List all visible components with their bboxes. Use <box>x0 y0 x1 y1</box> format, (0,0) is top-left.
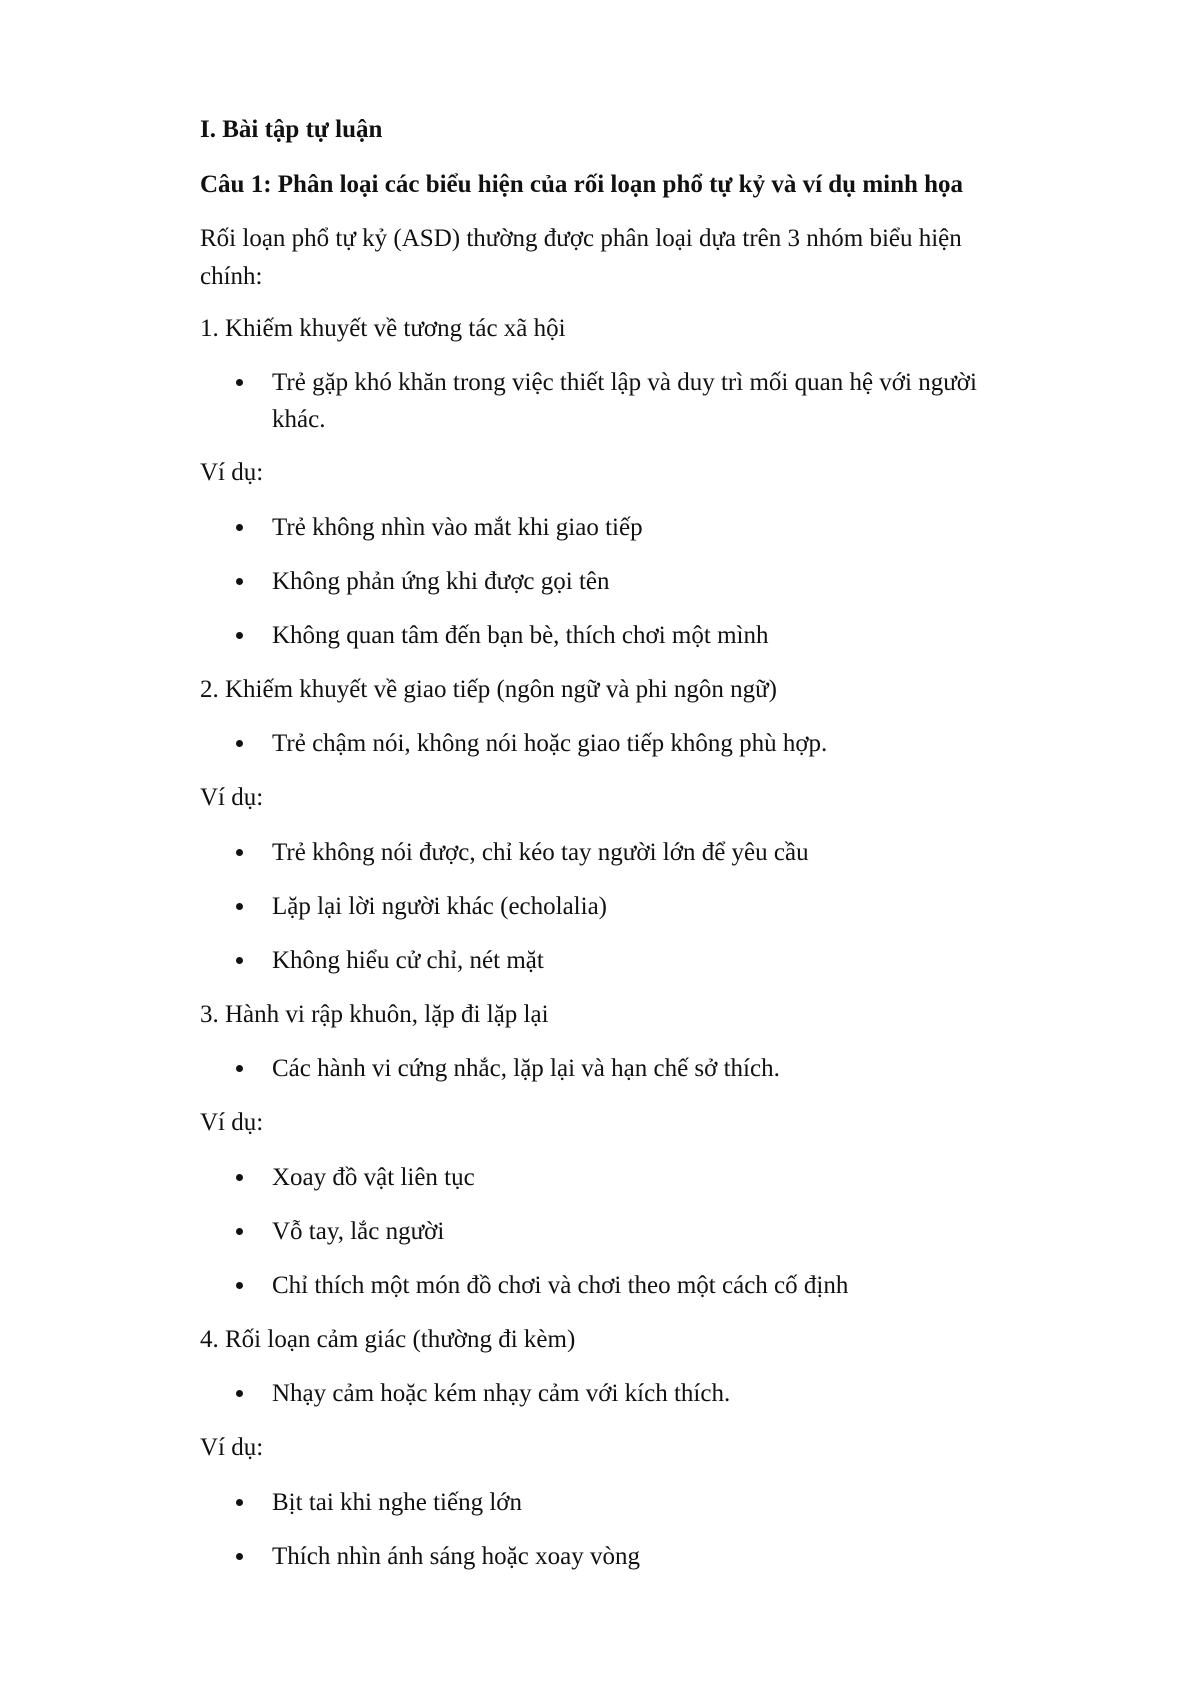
intro-line-1: Rối loạn phổ tự kỷ (ASD) thường được phân loại dựa trên 3 nhóm biểu hiện <box>200 225 962 252</box>
group-3-example-1: Xoay đồ vật liên tục <box>272 1164 475 1191</box>
bullet-icon <box>236 1174 243 1181</box>
intro-line-2: chính: <box>200 263 263 290</box>
bullet-icon <box>236 632 243 639</box>
bullet-icon <box>236 1282 243 1289</box>
question-title: Câu 1: Phân loại các biểu hiện của rối loạn phổ tự kỷ và ví dụ minh họa <box>200 171 964 198</box>
section-title: I. Bài tập tự luận <box>200 116 383 143</box>
group-2-example-1: Trẻ không nói được, chỉ kéo tay người lớn để yêu cầu <box>272 839 809 866</box>
bullet-icon <box>236 740 243 747</box>
group-2-example-3: Không hiểu cử chỉ, nét mặt <box>272 947 544 974</box>
group-4-description-line-1: Nhạy cảm hoặc kém nhạy cảm với kích thích. <box>272 1380 731 1407</box>
group-2-example-label: Ví dụ: <box>200 784 264 811</box>
group-1-example-label: Ví dụ: <box>200 459 264 486</box>
group-4-heading: 4. Rối loạn cảm giác (thường đi kèm) <box>200 1326 576 1353</box>
bullet-icon <box>236 1065 243 1072</box>
group-2-description-line-1: Trẻ chậm nói, không nói hoặc giao tiếp không phù hợp. <box>272 730 828 757</box>
group-3-example-label: Ví dụ: <box>200 1109 264 1136</box>
group-3-example-3: Chỉ thích một món đồ chơi và chơi theo một cách cố định <box>272 1272 849 1299</box>
group-3-heading: 3. Hành vi rập khuôn, lặp đi lặp lại <box>200 1001 549 1028</box>
bullet-icon <box>236 1499 243 1506</box>
group-1-description-line-2: khác. <box>272 406 326 433</box>
group-3-example-2: Vỗ tay, lắc người <box>272 1218 445 1245</box>
bullet-icon <box>236 578 243 585</box>
bullet-icon <box>236 957 243 964</box>
group-4-example-2: Thích nhìn ánh sáng hoặc xoay vòng <box>272 1543 640 1570</box>
group-4-example-1: Bịt tai khi nghe tiếng lớn <box>272 1489 522 1516</box>
group-2-heading: 2. Khiếm khuyết về giao tiếp (ngôn ngữ và phi ngôn ngữ) <box>200 676 778 703</box>
group-1-example-1: Trẻ không nhìn vào mắt khi giao tiếp <box>272 514 643 541</box>
bullet-icon <box>236 1228 243 1235</box>
bullet-icon <box>236 379 243 386</box>
bullet-icon <box>236 849 243 856</box>
group-1-heading: 1. Khiếm khuyết về tương tác xã hội <box>200 315 566 342</box>
bullet-icon <box>236 903 243 910</box>
group-2-example-2: Lặp lại lời người khác (echolalia) <box>272 893 607 920</box>
bullet-icon <box>236 1553 243 1560</box>
group-1-example-3: Không quan tâm đến bạn bè, thích chơi một mình <box>272 622 769 649</box>
bullet-icon <box>236 524 243 531</box>
group-3-description-line-1: Các hành vi cứng nhắc, lặp lại và hạn chế sở thích. <box>272 1055 780 1082</box>
group-1-example-2: Không phản ứng khi được gọi tên <box>272 568 610 595</box>
group-4-example-label: Ví dụ: <box>200 1434 264 1461</box>
group-1-description-line-1: Trẻ gặp khó khăn trong việc thiết lập và duy trì mối quan hệ với người <box>272 369 977 396</box>
bullet-icon <box>236 1390 243 1397</box>
